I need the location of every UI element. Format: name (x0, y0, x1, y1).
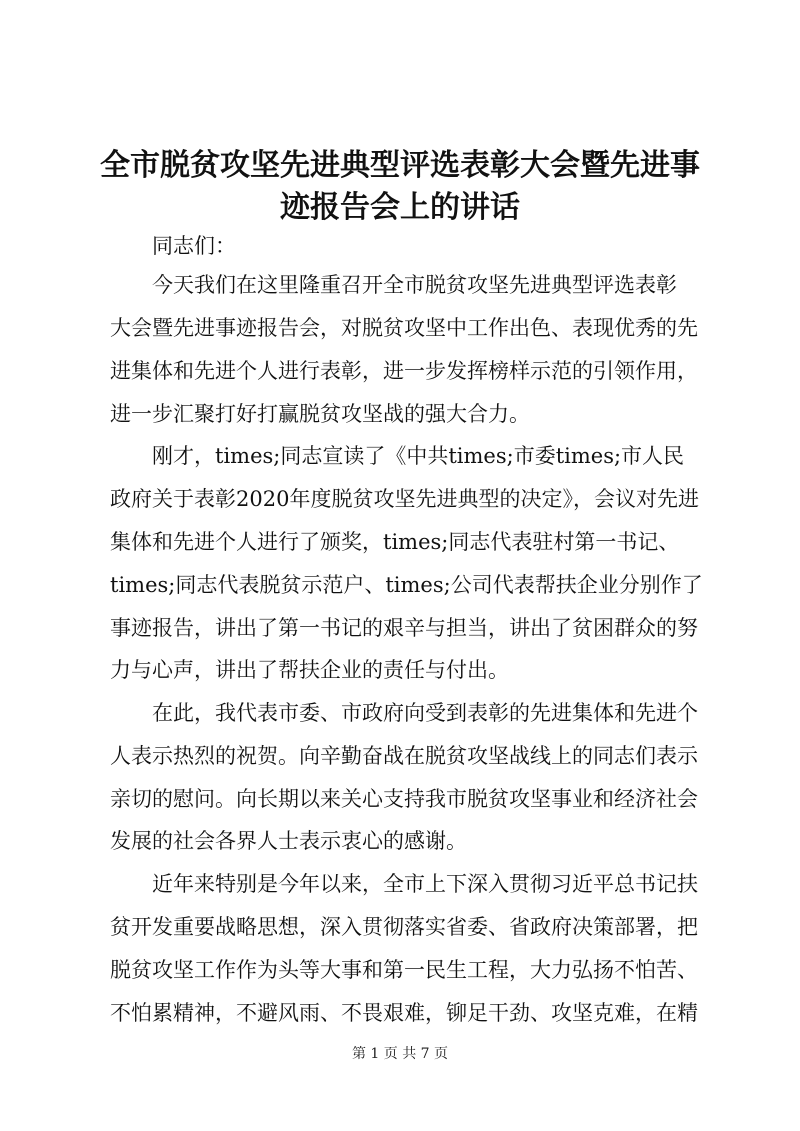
paragraph-line: 在此，我代表市委、市政府向受到表彰的先进集体和先进个 (152, 701, 698, 725)
page-number-footer: 第 1 页 共 7 页 (351, 1046, 449, 1062)
paragraph-line: 不怕累精神，不避风雨、不畏艰难，铆足干劲、攻坚克难，在精 (110, 1001, 698, 1025)
document-title-line-2: 迹报告会上的讲话 (280, 190, 520, 225)
paragraph-line: 发展的社会各界人士表示衷心的感谢。 (110, 829, 467, 853)
paragraph-line: 脱贫攻坚工作作为头等大事和第一民生工程，大力弘扬不怕苦、 (110, 958, 698, 982)
paragraph-line: 大会暨先进事迹报告会，对脱贫攻坚中工作出色、表现优秀的先 (110, 316, 698, 340)
paragraph-line: 政府关于表彰2020年度脱贫攻坚先进典型的决定》，会议对先进 (110, 487, 699, 511)
paragraph-line: 刚才，times;同志宣读了《中共times;市委times;市人民 (152, 444, 685, 468)
paragraph-line: 今天我们在这里隆重召开全市脱贫攻坚先进典型评选表彰 (152, 273, 677, 297)
paragraph-line: 近年来特别是今年以来，全市上下深入贯彻习近平总书记扶 (152, 872, 698, 896)
paragraph-line: 亲切的慰问。向长期以来关心支持我市脱贫攻坚事业和经济社会 (110, 787, 698, 811)
document-title-line-1: 全市脱贫攻坚先进典型评选表彰大会暨先进事 (100, 148, 700, 183)
paragraph-line: 进一步汇聚打好打赢脱贫攻坚战的强大合力。 (110, 402, 530, 426)
paragraph-line: 贫开发重要战略思想，深入贯彻落实省委、省政府决策部署，把 (110, 915, 698, 939)
paragraph-line: 集体和先进个人进行了颁奖，times;同志代表驻村第一书记、 (110, 530, 680, 554)
paragraph-line: 人表示热烈的祝贺。向辛勤奋战在脱贫攻坚战线上的同志们表示 (110, 744, 698, 768)
salutation: 同志们： (152, 234, 236, 258)
paragraph-line: 力与心声，讲出了帮扶企业的责任与付出。 (110, 658, 509, 682)
paragraph-line: 进集体和先进个人进行表彰，进一步发挥榜样示范的引领作用， (110, 359, 698, 383)
paragraph-line: 事迹报告，讲出了第一书记的艰辛与担当，讲出了贫困群众的努 (110, 616, 698, 640)
paragraph-line: times;同志代表脱贫示范户、times;公司代表帮扶企业分别作了 (110, 573, 703, 597)
